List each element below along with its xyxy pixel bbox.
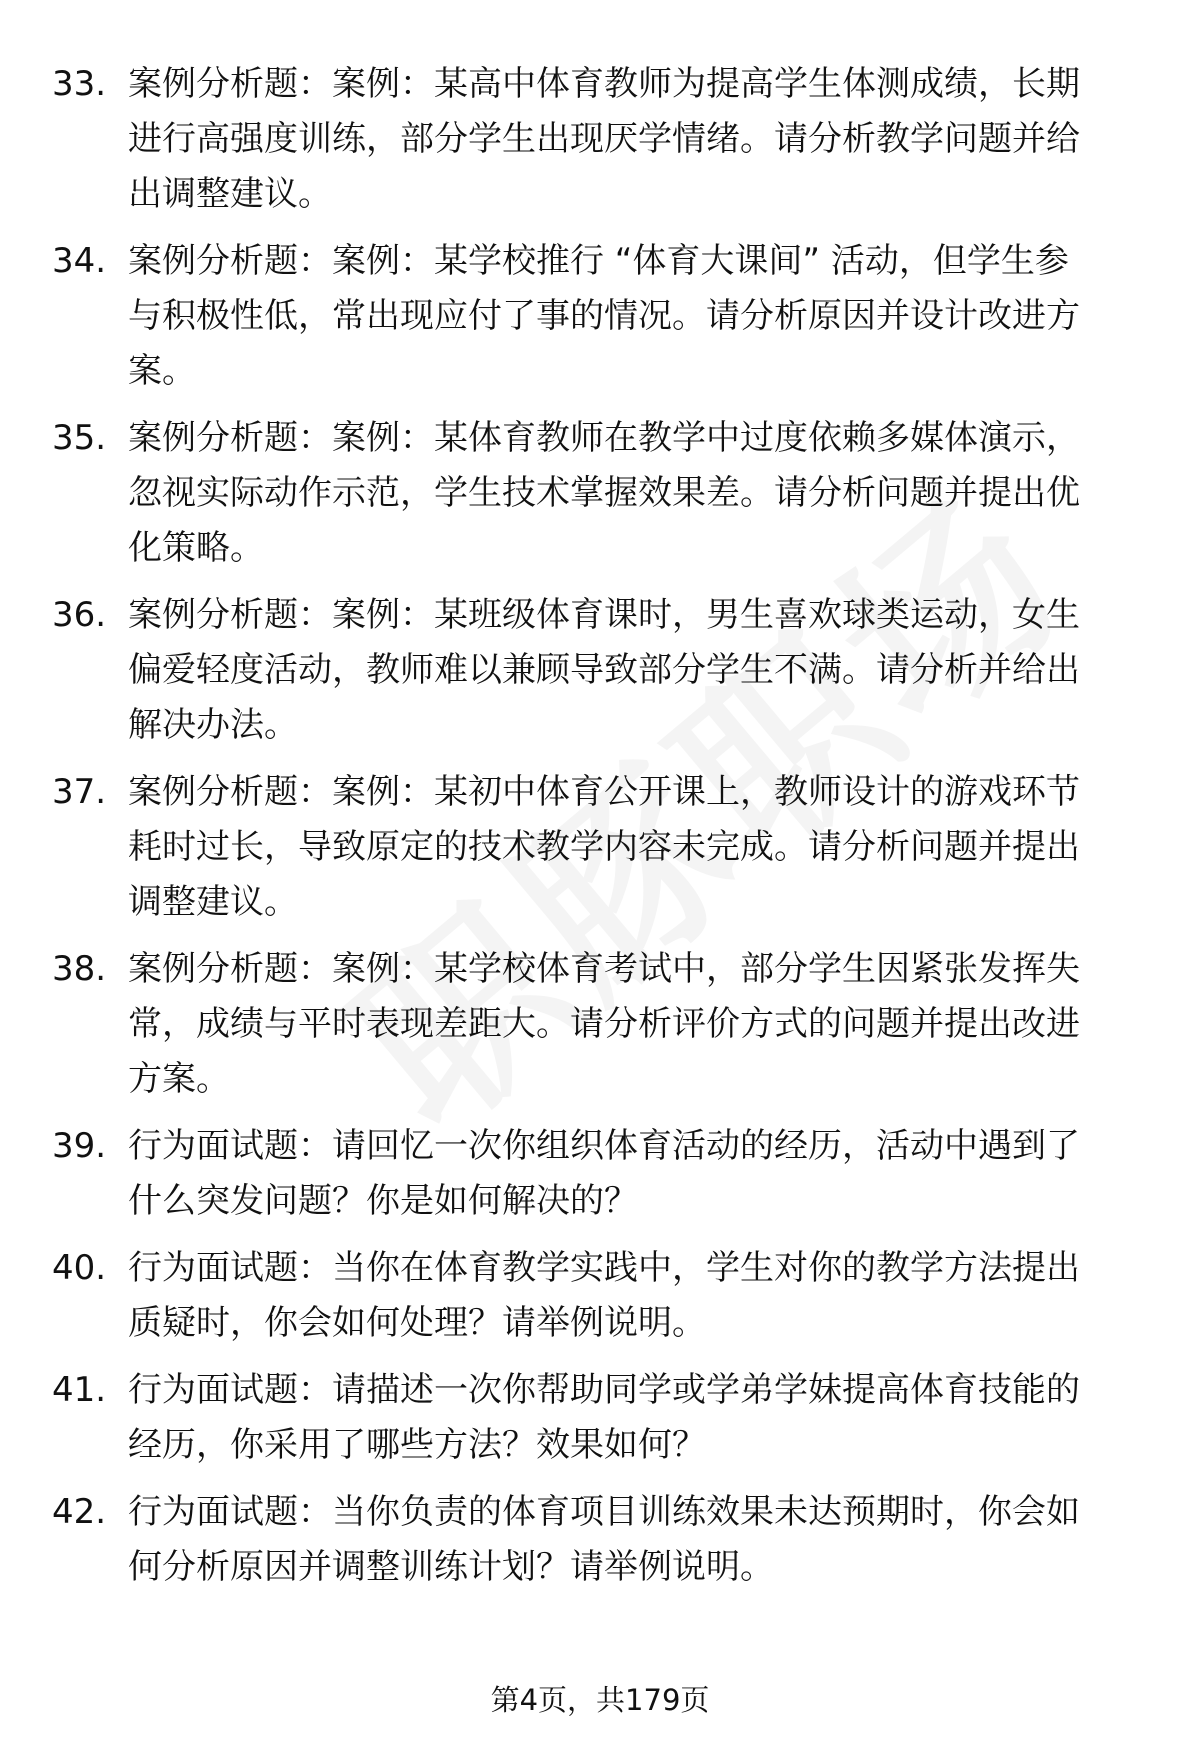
question-item (0, 1241, 1200, 1363)
question-item (0, 942, 1200, 1119)
question-text-line: 解决办法。 (128, 705, 298, 745)
question-number: 38. (52, 949, 107, 989)
question-text-line: 调整建议。 (128, 882, 298, 922)
question-item (0, 765, 1200, 942)
question-number: 35. (52, 418, 107, 458)
question-text-line: 出调整建议。 (128, 174, 332, 214)
question-text-line: 案例分析题：案例：某学校推行 “体育大课间” 活动，但学生参 (128, 241, 1069, 281)
question-number: 33. (52, 64, 107, 104)
question-text-line: 经历，你采用了哪些方法？效果如何？ (128, 1425, 706, 1465)
question-text-line: 行为面试题：请回忆一次你组织体育活动的经历，活动中遇到了 (128, 1126, 1080, 1166)
question-number: 42. (52, 1492, 107, 1532)
question-number: 41. (52, 1370, 107, 1410)
question-number: 39. (52, 1126, 107, 1166)
question-text-line: 行为面试题：当你在体育教学实践中，学生对你的教学方法提出 (128, 1248, 1080, 1288)
question-text-line: 质疑时，你会如何处理？请举例说明。 (128, 1303, 706, 1343)
question-number: 37. (52, 772, 107, 812)
question-number: 36. (52, 595, 107, 635)
question-text-line: 方案。 (128, 1059, 230, 1099)
question-text-line: 行为面试题：当你负责的体育项目训练效果未达预期时，你会如 (128, 1492, 1080, 1532)
question-item (0, 588, 1200, 765)
question-text-line: 案例分析题：案例：某学校体育考试中，部分学生因紧张发挥失 (128, 949, 1080, 989)
question-text-line: 案。 (128, 351, 196, 391)
question-text-line: 耗时过长，导致原定的技术教学内容未完成。请分析问题并提出 (128, 827, 1080, 867)
question-text-line: 案例分析题：案例：某初中体育公开课上，教师设计的游戏环节 (128, 772, 1080, 812)
page-number-footer: 第4页，共179页 (490, 1683, 710, 1717)
question-text-line: 进行高强度训练，部分学生出现厌学情绪。请分析教学问题并给 (128, 119, 1080, 159)
question-number: 34. (52, 241, 107, 281)
question-list (0, 57, 1200, 1607)
question-number: 40. (52, 1248, 107, 1288)
question-item (0, 1363, 1200, 1485)
question-text-line: 案例分析题：案例：某班级体育课时，男生喜欢球类运动，女生 (128, 595, 1080, 635)
question-item (0, 57, 1200, 234)
question-text-line: 忽视实际动作示范，学生技术掌握效果差。请分析问题并提出优 (128, 473, 1080, 513)
question-text-line: 行为面试题：请描述一次你帮助同学或学弟学妹提高体育技能的 (128, 1370, 1080, 1410)
question-text-line: 何分析原因并调整训练计划？请举例说明。 (128, 1547, 774, 1587)
question-text-line: 什么突发问题？你是如何解决的？ (128, 1181, 638, 1221)
question-text-line: 化策略。 (128, 528, 264, 568)
question-item (0, 1119, 1200, 1241)
question-text-line: 与积极性低，常出现应付了事的情况。请分析原因并设计改进方 (128, 296, 1080, 336)
question-item (0, 1485, 1200, 1607)
question-text-line: 偏爱轻度活动，教师难以兼顾导致部分学生不满。请分析并给出 (128, 650, 1080, 690)
question-item (0, 411, 1200, 588)
question-text-line: 常，成绩与平时表现差距大。请分析评价方式的问题并提出改进 (128, 1004, 1080, 1044)
question-text-line: 案例分析题：案例：某体育教师在教学中过度依赖多媒体演示， (128, 418, 1080, 458)
question-item (0, 234, 1200, 411)
question-text-line: 案例分析题：案例：某高中体育教师为提高学生体测成绩，长期 (128, 64, 1080, 104)
